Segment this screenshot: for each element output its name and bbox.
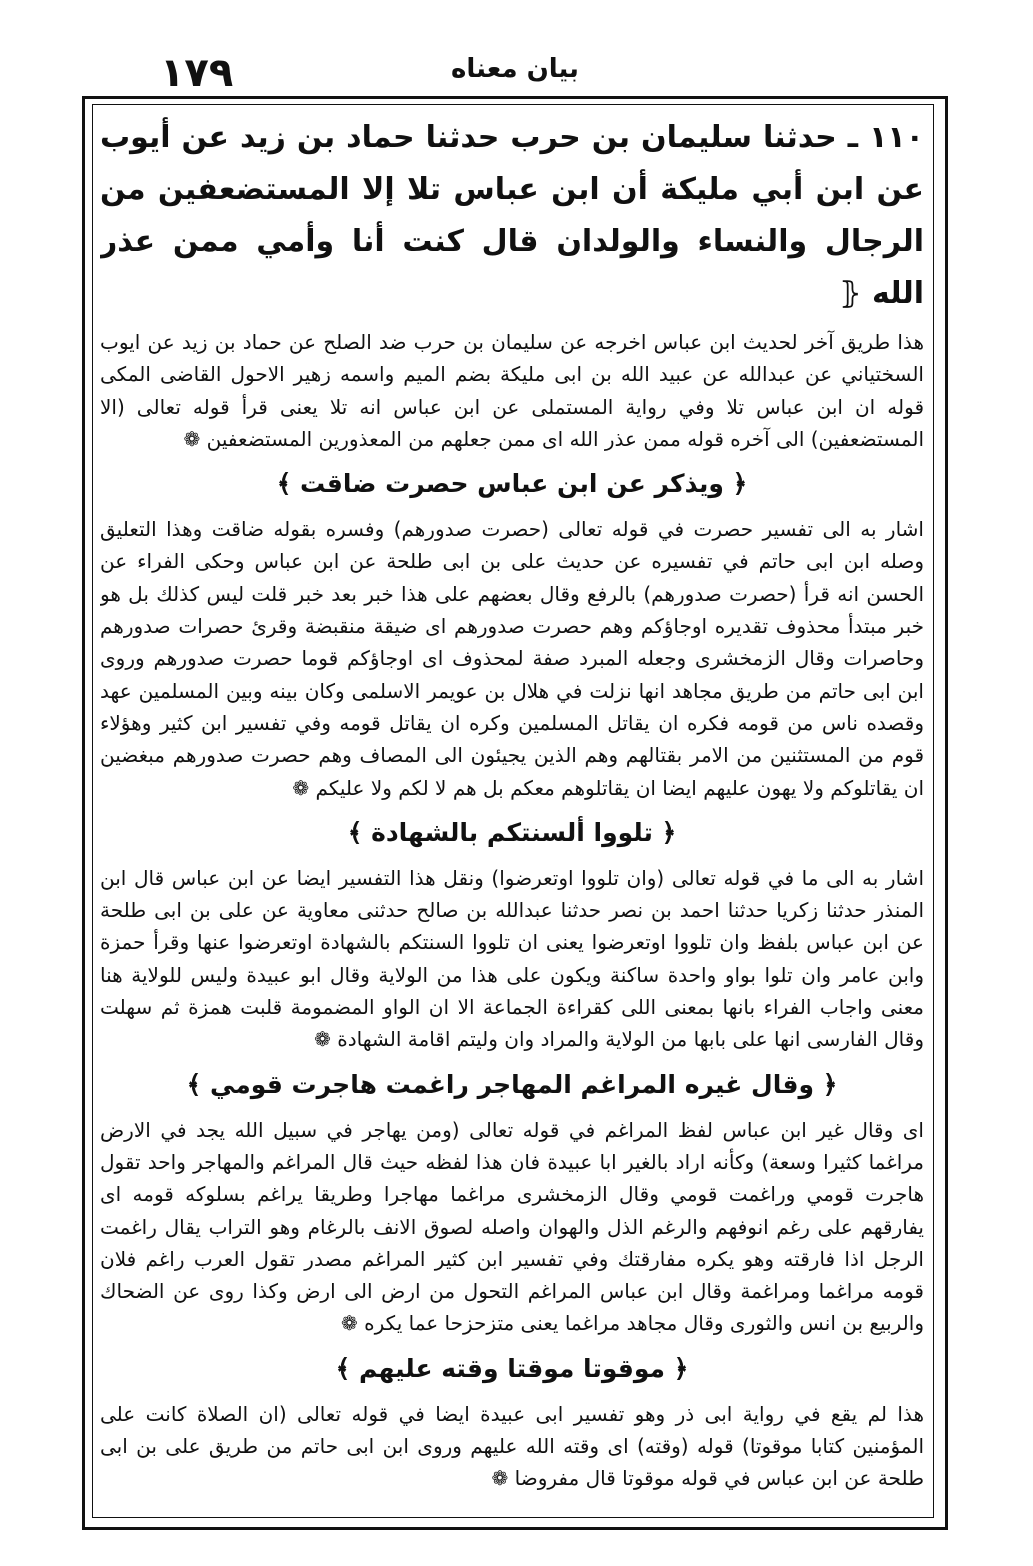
section-heading-3: ﴿ تلووا ألسنتكم بالشهادة ﴾ [347, 817, 677, 847]
page-body [100, 112, 924, 1508]
section-heading-2: ﴿ ويذكر عن ابن عباس حصرت ضاقت ﴾ [276, 469, 748, 499]
commentary-paragraph-2: اشار به الى تفسير حصرت في قوله تعالى (حصرت صدورهم) وفسره بقوله ضاقت وهذا التعليق وصله ابن ابى حاتم في تفسيره عن حديث على بن ابى طلحة عن ابن عباس وحكى الفراء عن الحسن انه قرأ (حصرت صدورهم) بالرفع وقال بعضهم على هذا خبر بعد خبر قلت ليس كذلك بل هو خبر مبتدأ محذوف تقديره اوجاؤكم وهم حصرت صدورهم اى ضيقة منقبضة وقرئ حصرات صدورهم وحاصرات وقال الزمخشرى وجعله المبرد صفة لمحذوف اى اوجاؤكم قوما حصرت صدورهم وروى ابن ابى حاتم من طريق مجاهد انها نزلت في هلال بن عويمر الاسلمى وكان بينه وبين المسلمين عهد وقصده ناس من قومه فكره ان يقاتل المسلمين وكره ان يقاتل قومه وفي تفسير ابن كثير وهؤلاء قوم من المستثنين من الامر بقتالهم وهم الذين يجيئون الى المصاف وهم حصرت صدورهم مبغضين ان يقاتلوكم ولا يهون عليهم ايضا ان يقاتلوهم معكم بل هم لا لكم ولا عليكم ❁ [100, 517, 924, 800]
section-heading-4: ﴿ وقال غيره المراغم المهاجر راغمت هاجرت قومي ﴾ [186, 1069, 838, 1099]
running-head: بیان معناه [451, 54, 579, 84]
commentary-paragraph-3: اشار به الى ما في قوله تعالى (وان تلووا اوتعرضوا) ونقل هذا التفسير ايضا عن ابن عباس قال ابن المنذر حدثنا زكريا حدثنا احمد بن نصر حدثنا عبدالله بن صالح حدثنى معاوية عن على بن ابى طلحة عن ابن عباس بلفظ وان تلووا اوتعرضوا يعنى ان تلووا السنتكم بالشهادة اوتعرضوا عنها وقرأ حمزة وابن عامر وان تلوا بواو واحدة ساكنة ويكون على هذا من الولاية وقال ابو عبيدة وليس للولاية هنا معنى واجاب الفراء بانها بمعنى اللى كقراءة الجماعة الا ان الواو المضمومة قلبت همزة ثم سهلت وقال الفارسى انها على بابها من الولاية والمراد وان وليتم اقامة الشهادة ❁ [100, 865, 924, 1052]
page-number: ۱۷۹ [160, 50, 234, 96]
page-header [90, 50, 940, 96]
hadith-text: ١١٠ ـ حدثنا سليمان بن حرب حدثنا حماد بن زيد عن أيوب عن ابن أبي مليكة أن ابن عباس تلا إلا المستضعفين من الرجال والنساء والولدان قال كنت أنا وأمي ممن عذر الله ⦃ [100, 120, 924, 311]
commentary-paragraph-1: هذا طريق آخر لحديث ابن عباس اخرجه عن سليمان بن حرب ضد الصلح عن حماد بن زيد عن ايوب السختياني عن عبدالله عن عبيد الله بن ابى مليكة بضم الميم واسمه زهير الاحول القاضى المكى قوله ان ابن عباس تلا وفي رواية المستملى عن ابن عباس انه تلا يعنى قرأ قوله تعالى (الا المستضعفين) الى آخره قوله ممن عذر الله اى ممن جعلهم من المعذورين المستضعفين ❁ [100, 330, 924, 451]
section-heading-5: ﴿ موقوتا موقتا وقته عليهم ﴾ [335, 1353, 689, 1383]
commentary-paragraph-4: اى وقال غير ابن عباس لفظ المراغم في قوله تعالى (ومن يهاجر في سبيل الله يجد في الارض مراغما كثيرا وسعة) وكأنه اراد بالغير ابا عبيدة فان هذا لفظه حيث قال المراغم والمهاجر واحد تقول هاجرت قومي وراغمت قومي وقال الزمخشرى مراغما مهاجرا وطريقا يراغم بسلوكه قومه اى يفارقهم على رغم انوفهم والرغم الذل والهوان واصله لصوق الانف بالرغام وهو التراب يقال راغمت الرجل اذا فارقته وهو يكره مفارقتك وفي تفسير ابن كثير المراغم مصدر تقول العرب راغم فلان قومه مراغما ومراغمة وقال ابن عباس المراغم التحول من ارض الى ارض وكذا روى عن الضحاك والربيع بن انس والثورى وقال مجاهد مراغما يعنى متزحزحا عما يكره ❁ [100, 1117, 924, 1336]
commentary-paragraph-5: هذا لم يقع في رواية ابى ذر وهو تفسير ابى عبيدة ايضا في قوله تعالى (ان الصلاة كانت على المؤمنين كتابا موقوتا) قوله (وقته) اى وقته الله عليهم وروى ابن ابى حاتم من طريق على بن ابى طلحة عن ابن عباس في قوله موقوتا قال مفروضا ❁ [100, 1401, 924, 1491]
